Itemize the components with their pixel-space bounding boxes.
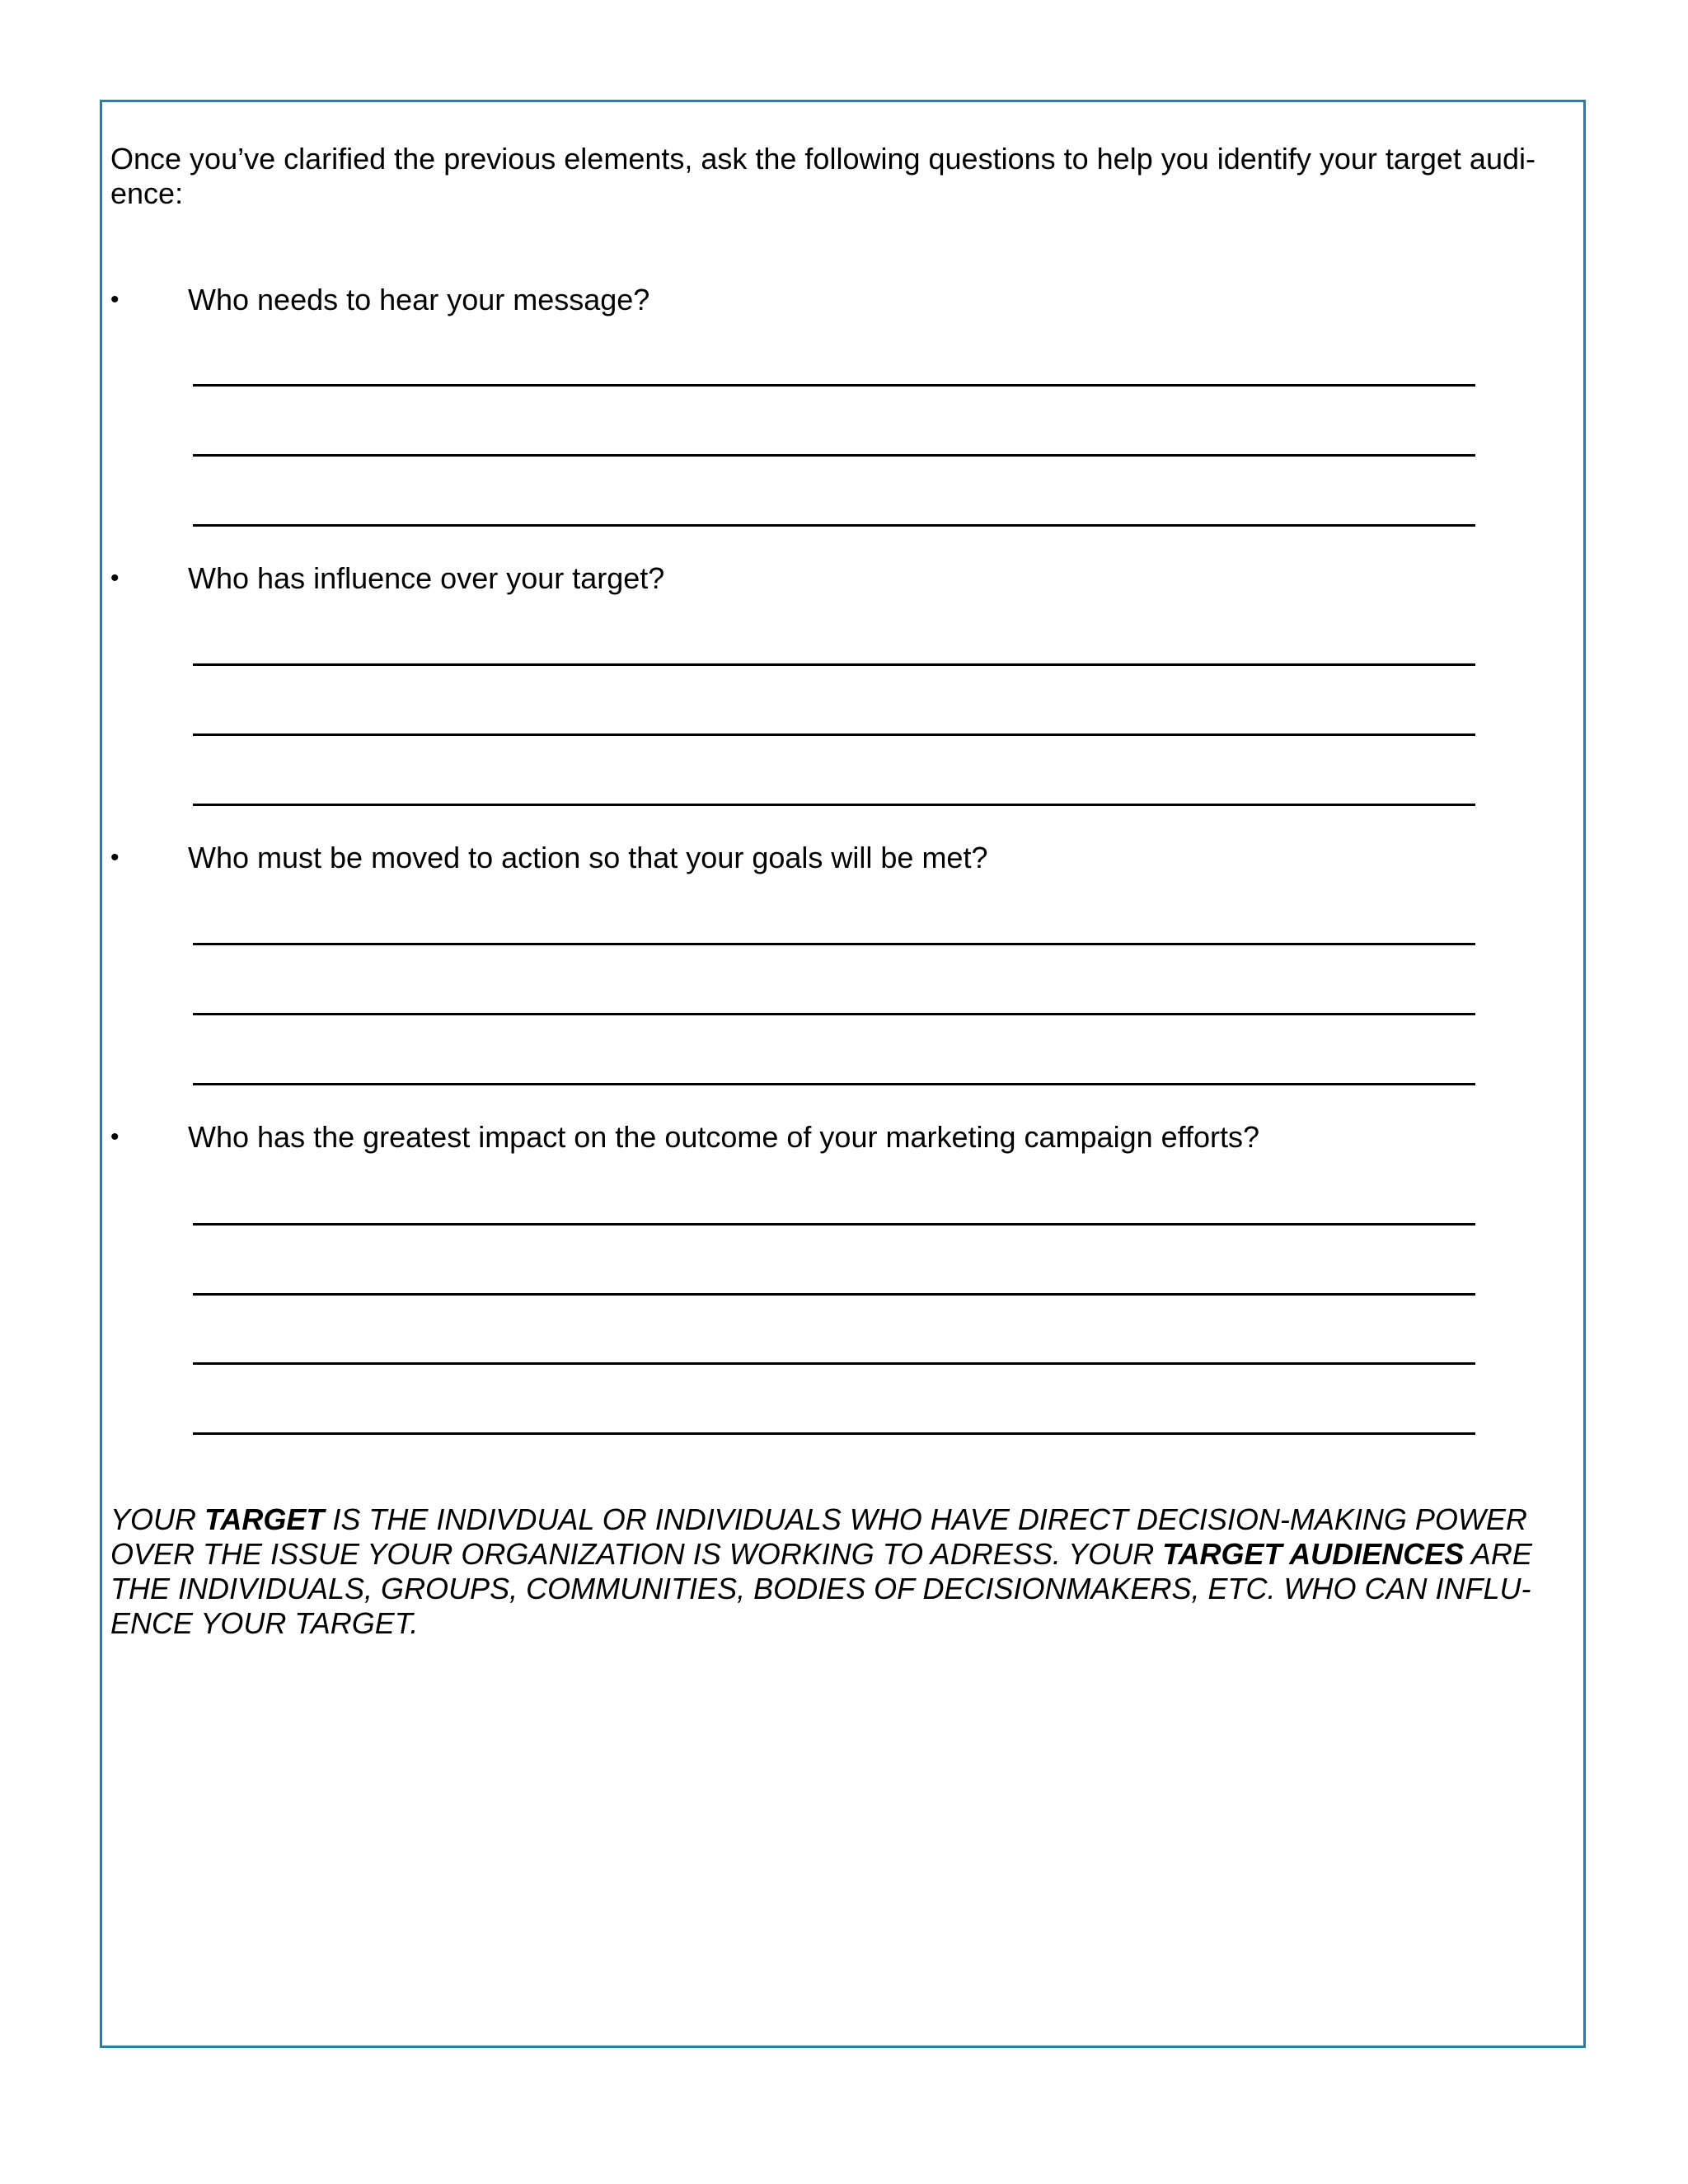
target-definition-note: [110, 1502, 1578, 1641]
note-text-1: YOUR: [110, 1502, 205, 1536]
note-text-2: IS THE INDIVDUAL OR INDIVIDUALS WHO HAVE DIRECT DECISION-MAKING POWER OVER THE ISSUE YOUR ORGANIZATION IS WORKING TO ADRESS. YOUR: [110, 1502, 1527, 1571]
note-bold-target-audiences: TARGET AUDIENCES: [1162, 1537, 1465, 1571]
answer-line-2-2[interactable]: [193, 733, 1475, 736]
answer-line-4-1[interactable]: [193, 1223, 1475, 1226]
answer-line-4-4[interactable]: [193, 1432, 1475, 1435]
answer-line-2-3[interactable]: [193, 804, 1475, 806]
answer-line-3-3[interactable]: [193, 1083, 1475, 1085]
question-text-1: Who needs to hear your message?: [188, 283, 650, 316]
question-item-2: [110, 561, 1578, 599]
bullet-icon: •: [110, 286, 120, 313]
bullet-icon: •: [110, 844, 120, 871]
question-item-1: [110, 283, 1578, 321]
answer-line-1-3[interactable]: [193, 524, 1475, 527]
answer-line-2-1[interactable]: [193, 663, 1475, 666]
answer-line-1-2[interactable]: [193, 454, 1475, 457]
page-frame: [100, 100, 1586, 2048]
answer-line-4-3[interactable]: [193, 1362, 1475, 1365]
question-text-3: Who must be moved to action so that your goals will be met?: [188, 841, 988, 874]
answer-line-1-1[interactable]: [193, 384, 1475, 387]
answer-line-3-1[interactable]: [193, 943, 1475, 945]
bullet-icon: •: [110, 565, 120, 592]
question-item-3: [110, 841, 1578, 879]
bullet-icon: •: [110, 1123, 120, 1151]
answer-line-4-2[interactable]: [193, 1293, 1475, 1296]
note-bold-target: TARGET: [204, 1502, 325, 1536]
note-text-3: ARE THE INDIVIDUALS, GROUPS, COMMUNITIES, BODIES OF DECISIONMAKERS, ETC. WHO CAN INFLU-ENCE YOUR TARGET.: [110, 1537, 1532, 1640]
question-text-2: Who has influence over your target?: [188, 561, 665, 595]
question-item-4: [110, 1120, 1578, 1158]
intro-paragraph: Once you’ve clarified the previous elements, ask the following questions to help you identify your target audi- ence:: [110, 142, 1536, 210]
answer-line-3-2[interactable]: [193, 1013, 1475, 1015]
question-text-4: Who has the greatest impact on the outcome of your marketing campaign efforts?: [188, 1120, 1260, 1154]
